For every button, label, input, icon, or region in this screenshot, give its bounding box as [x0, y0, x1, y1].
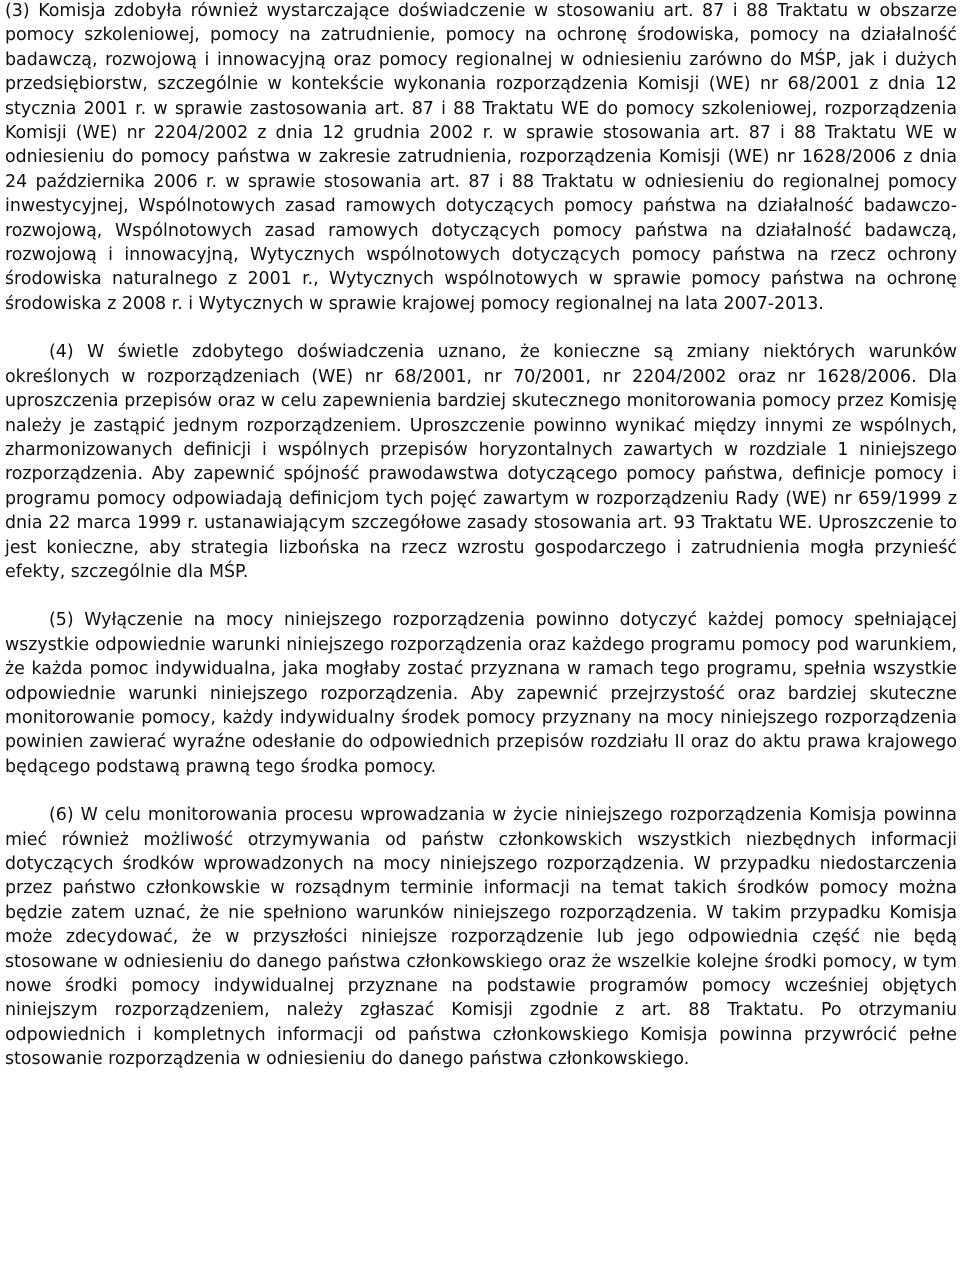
document-page	[5, 0, 957, 1072]
paragraph-6: (6) W celu monitorowania procesu wprowadzania w życie niniejszego rozporządzenia Komisja powinna mieć również możliwość otrzymywania od państw członkowskich wszystkich niezbędnych informacji dotyczących środków wprowadzonych na mocy niniejszego rozporządzenia. W przypadku niedostarczenia przez państwo członkowskie w rozsądnym terminie informacji na temat takich środków pomocy można będzie zatem uznać, że nie spełniono warunków niniejszego rozporządzenia. W takim przypadku Komisja może zdecydować, że w przyszłości niniejsze rozporządzenie lub jego odpowiednia część nie będą stosowane w odniesieniu do danego państwa członkowskiego oraz że wszelkie kolejne środki pomocy, w tym nowe środki pomocy indywidualnej przyznane na podstawie programów pomocy wcześniej objętych niniejszym rozporządzeniem, należy zgłaszać Komisji zgodnie z art. 88 Traktatu. Po otrzymaniu odpowiednich i kompletnych informacji od państwa członkowskiego Komisja powinna przywrócić pełne stosowanie rozporządzenia w odniesieniu do danego państwa członkowskiego.	[5, 805, 957, 1070]
paragraph-4: (4) W świetle zdobytego doświadczenia uznano, że konieczne są zmiany niektórych warunków określonych w rozporządzeniach (WE) nr 68/2001, nr 70/2001, nr 2204/2002 oraz nr 1628/2006. Dla uproszczenia przepisów oraz w celu zapewnienia bardziej skutecznego monitorowania pomocy przez Komisję należy je zastąpić jednym rozporządzeniem. Uproszczenie powinno wynikać między innymi ze wspólnych, zharmonizowanych definicji i wspólnych przepisów horyzontalnych zawartych w rozdziale 1 niniejszego rozporządzenia. Aby zapewnić spójność prawodawstwa dotyczącego pomocy państwa, definicje pomocy i programu pomocy odpowiadają definicjom tych pojęć zawartym w rozporządzeniu Rady (WE) nr 659/1999 z dnia 22 marca 1999 r. ustanawiającym szczegółowe zasady stosowania art. 93 Traktatu WE. Uproszczenie to jest konieczne, aby strategia lizbońska na rzecz wzrostu gospodarczego i zatrudnienia mogła przynieść efekty, szczególnie dla MŚP.	[5, 342, 957, 582]
paragraph-5: (5) Wyłączenie na mocy niniejszego rozporządzenia powinno dotyczyć każdej pomocy spełniającej wszystkie odpowiednie warunki niniejszego rozporządzenia oraz każdego programu pomocy pod warunkiem, że każda pomoc indywidualna, jaka mogłaby zostać przyznana w ramach tego programu, spełnia wszystkie odpowiednie warunki niniejszego rozporządzenia. Aby zapewnić przejrzystość oraz bardziej skuteczne monitorowanie pomocy, każdy indywidualny środek pomocy przyznany na mocy niniejszego rozporządzenia powinien zawierać wyraźne odesłanie do odpowiednich przepisów rozdziału II oraz do aktu prawa krajowego będącego podstawą prawną tego środka pomocy.	[5, 610, 957, 777]
paragraph-3: (3) Komisja zdobyła również wystarczające doświadczenie w stosowaniu art. 87 i 88 Traktatu w obszarze pomocy szkoleniowej, pomocy na zatrudnienie, pomocy na ochronę środowiska, pomocy na działalność badawczą, rozwojową i innowacyjną oraz pomocy regionalnej w odniesieniu zarówno do MŚP, jak i dużych przedsiębiorstw, szczególnie w kontekście wykonania rozporządzenia Komisji (WE) nr 68/2001 z dnia 12 stycznia 2001 r. w sprawie zastosowania art. 87 i 88 Traktatu WE do pomocy szkoleniowej, rozporządzenia Komisji (WE) nr 2204/2002 z dnia 12 grudnia 2002 r. w sprawie stosowania art. 87 i 88 Traktatu WE w odniesieniu do pomocy państwa w zakresie zatrudnienia, rozporządzenia Komisji (WE) nr 1628/2006 z dnia 24 października 2006 r. w sprawie stosowania art. 87 i 88 Traktatu w odniesieniu do regionalnej pomocy inwestycyjnej, Wspólnotowych zasad ramowych dotyczących pomocy państwa na działalność badawczo-rozwojową, Wspólnotowych zasad ramowych dotyczących pomocy państwa na działalność badawczą, rozwojową i innowacyjną, Wytycznych wspólnotowych dotyczących pomocy państwa na rzecz ochrony środowiska naturalnego z 2001 r., Wytycznych wspólnotowych w sprawie pomocy państwa na ochronę środowiska z 2008 r. i Wytycznych w sprawie krajowej pomocy regionalnej na lata 2007-2013.	[5, 1, 957, 314]
